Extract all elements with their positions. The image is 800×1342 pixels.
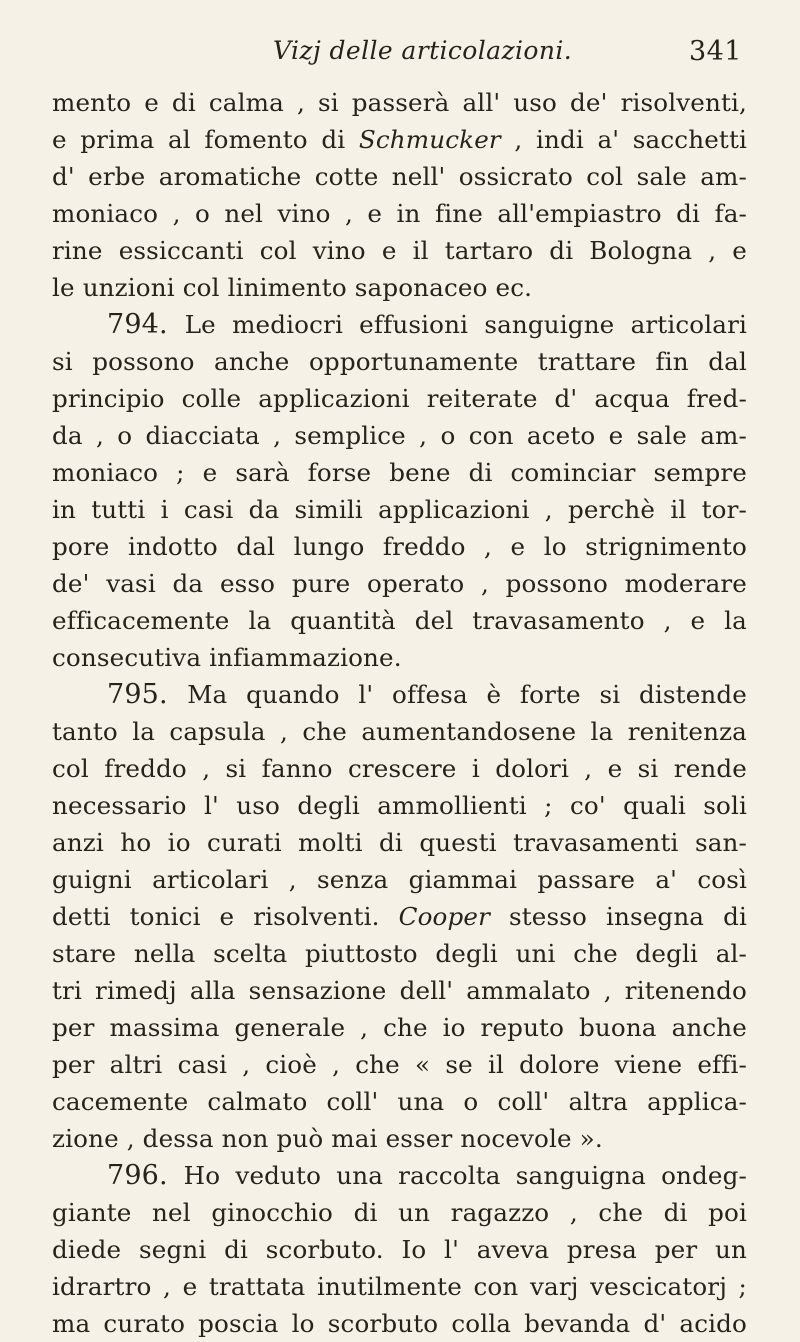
text-line: in tutti i casi da simili applicazioni , perchè il tor- <box>52 495 747 524</box>
text-line: tanto la capsula , che aumentandosene la renitenza <box>52 717 747 746</box>
text-line: idrartro , e trattata inutilmente con varj vescicatorj ; <box>52 1272 747 1301</box>
text-line: guigni articolari , senza giammai passare a' così <box>52 865 747 894</box>
paragraph-number: 795. <box>107 679 188 710</box>
italic-name: Cooper <box>398 902 490 931</box>
text-line: efficacemente la quantità del travasamento , e la <box>52 606 747 635</box>
text-line: consecutiva infiammazione. <box>52 643 402 672</box>
text-line: de' vasi da esso pure operato , possono moderare <box>52 569 747 598</box>
text-line: giante nel ginocchio di un ragazzo , che di poi <box>52 1198 747 1227</box>
text-line: zione , dessa non può mai esser nocevole ». <box>52 1124 603 1153</box>
text-line: necessario l' uso degli ammollienti ; co' quali soli <box>52 791 747 820</box>
body-text <box>52 84 747 1342</box>
paragraph-number: 796. <box>107 1160 184 1191</box>
text-line: anzi ho io curati molti di questi travasamenti san- <box>52 828 747 857</box>
text-line: pore indotto dal lungo freddo , e lo strignimento <box>52 532 747 561</box>
text-line: cacemente calmato coll' una o coll' altra applica- <box>52 1087 747 1116</box>
text-line: detti tonici e risolventi. Cooper stesso insegna di <box>52 902 747 931</box>
text-line: per massima generale , che io reputo buona anche <box>52 1013 747 1042</box>
text-line: si possono anche opportunamente trattare fin dal <box>52 347 747 376</box>
page-header <box>0 26 800 78</box>
text-line: principio colle applicazioni reiterate d' acqua fred- <box>52 384 747 413</box>
paragraph-number: 794. <box>107 309 185 340</box>
running-title: Vizj delle articolazioni. <box>273 36 573 65</box>
text-line: 794. Le mediocri effusioni sanguigne articolari <box>107 309 747 340</box>
text-line: rine essiccanti col vino e il tartaro di Bologna , e <box>52 236 747 265</box>
text-line: moniaco , o nel vino , e in fine all'empiastro di fa- <box>52 199 747 228</box>
text-line: le unzioni col linimento saponaceo ec. <box>52 273 533 302</box>
text-line: 796. Ho veduto una raccolta sanguigna ondeg- <box>107 1160 747 1191</box>
text-line: ma curato poscia lo scorbuto colla bevanda d' acido <box>52 1309 747 1338</box>
text-line: moniaco ; e sarà forse bene di cominciar sempre <box>52 458 747 487</box>
text-line: col freddo , si fanno crescere i dolori , e si rende <box>52 754 747 783</box>
text-line: mento e di calma , si passerà all' uso de' risolventi, <box>52 88 747 117</box>
text-line: stare nella scelta piuttosto degli uni che degli al- <box>52 939 747 968</box>
italic-name: Schmucker <box>358 125 501 154</box>
page-number: 341 <box>688 36 742 67</box>
text-line: tri rimedj alla sensazione dell' ammalato , ritenendo <box>52 976 747 1005</box>
text-line: d' erbe aromatiche cotte nell' ossicrato col sale am- <box>52 162 747 191</box>
text-line: 795. Ma quando l' offesa è forte si distende <box>107 679 747 710</box>
text-line: diede segni di scorbuto. Io l' aveva presa per un <box>52 1235 747 1264</box>
text-line: e prima al fomento di Schmucker , indi a' sacchetti <box>52 125 747 154</box>
text-line: da , o diacciata , semplice , o con aceto e sale am- <box>52 421 747 450</box>
text-line: per altri casi , cioè , che « se il dolore viene effi- <box>52 1050 747 1079</box>
